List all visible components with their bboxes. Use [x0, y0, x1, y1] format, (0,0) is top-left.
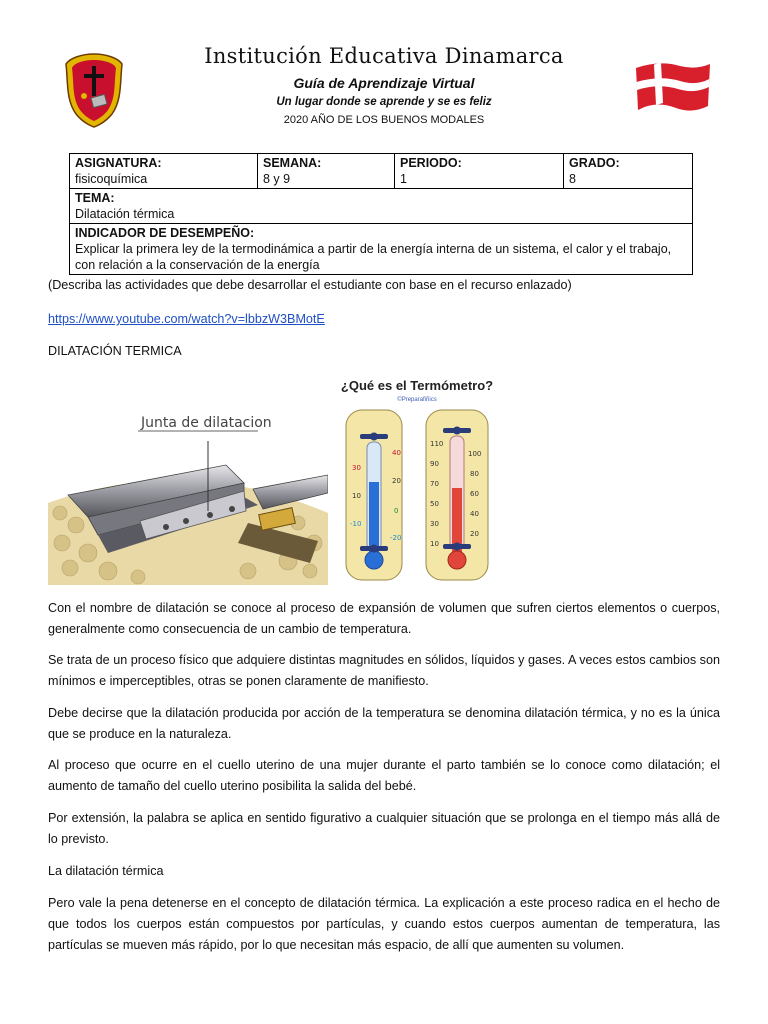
expansion-joint-figure [48, 393, 328, 585]
celsius-tick-10: 10 [352, 492, 361, 500]
periodo-value: 1 [400, 172, 407, 186]
course-info-table [69, 153, 693, 275]
celsius-tick-40: 40 [392, 449, 401, 457]
paragraph-6: Pero vale la pena detenerse en el concepto de dilatación térmica. La explicación a este proceso radica en el hecho de que todos los cuerpos están compuestos por partículas, y cuando estos cuerpos aumentan de temperatura, las partículas se mueven más rápido, por lo que necesitan más espacio, de allí que aumenten su volumen. [48, 896, 720, 952]
fahrenheit-left-90: 90 [430, 460, 439, 468]
fahrenheit-right-60: 60 [470, 490, 479, 498]
section-title: DILATACIÓN TERMICA [48, 344, 182, 358]
grado-label: GRADO: [569, 156, 620, 170]
video-link[interactable]: https://www.youtube.com/watch?v=lbbzW3BMotE [48, 312, 325, 326]
asignatura-cell [70, 154, 258, 189]
grado-value: 8 [569, 172, 576, 186]
thermometer-title: ¿Qué es el Termómetro? [340, 378, 494, 393]
tema-value: Dilatación térmica [75, 207, 175, 221]
indicador-label: INDICADOR DE DESEMPEÑO: [75, 226, 255, 240]
fahrenheit-left-30: 30 [430, 520, 439, 528]
tema-cell [70, 189, 693, 224]
paragraph-2: Se trata de un proceso físico que adquiere distintas magnitudes en sólidos, líquidos y gases. A veces estos cambios son mínimos e imperceptibles, otras se ponen claramente de manifiesto. [48, 653, 720, 688]
denmark-flag-image [630, 60, 714, 122]
year-line: 2020 AÑO DE LOS BUENOS MODALES [283, 114, 485, 126]
thermometer-credit: ©Preparafiñics [397, 397, 437, 403]
celsius-tick-minus20: -20 [390, 534, 402, 542]
asignatura-label: ASIGNATURA: [75, 156, 162, 170]
indicador-cell [70, 224, 693, 275]
school-name: Institución Educativa Dinamarca [204, 44, 564, 68]
instructions-text: (Describa las actividades que debe desarrollar el estudiante con base en el recurso enlazado) [48, 278, 572, 292]
paragraph-5: Por extensión, la palabra se aplica en sentido figurativo a cualquier situación que se prolonga en el tiempo más allá de lo previsto. [48, 811, 720, 846]
celsius-tick-30: 30 [352, 464, 361, 472]
indicador-value: Explicar la primera ley de la termodinámica a partir de la energía interna de un sistema, el calor y el trabajo, con relación a la conservación de la energía [75, 242, 672, 272]
fahrenheit-right-80: 80 [470, 470, 479, 478]
video-link-row [48, 309, 720, 330]
fahrenheit-right-40: 40 [470, 510, 479, 518]
celsius-tick-minus10: -10 [350, 520, 362, 528]
motto: Un lugar donde se aprende y se es feliz [276, 96, 492, 108]
fahrenheit-left-50: 50 [430, 500, 439, 508]
semana-value: 8 y 9 [263, 172, 291, 186]
fahrenheit-left-110: 110 [430, 440, 444, 448]
expansion-joint-label: Junta de dilatacion [141, 415, 272, 431]
fahrenheit-left-70: 70 [430, 480, 439, 488]
periodo-cell [395, 154, 564, 189]
paragraph-4: Al proceso que ocurre en el cuello uterino de una mujer durante el parto también se lo conoce como dilatación; el aumento de tamaño del cuello uterino posibilita la salida del bebé. [48, 758, 720, 793]
semana-label: SEMANA: [263, 156, 322, 170]
fahrenheit-right-100: 100 [468, 450, 482, 458]
thermometer-figure [332, 372, 502, 586]
periodo-label: PERIODO: [400, 156, 462, 170]
celsius-tick-0: 0 [394, 507, 399, 515]
semana-cell [258, 154, 395, 189]
fahrenheit-right-20: 20 [470, 530, 479, 538]
asignatura-value: fisicoquímica [75, 172, 148, 186]
paragraph-3: Debe decirse que la dilatación producida por acción de la temperatura se denomina dilatación térmica, y no es la única que se produce en la naturaleza. [48, 706, 720, 741]
subheading-dilatacion-termica: La dilatación térmica [48, 864, 164, 878]
fahrenheit-left-10: 10 [430, 540, 439, 548]
paragraph-1: Con el nombre de dilatación se conoce al proceso de expansión de volumen que sufren ciertos elementos o cuerpos, generalmente como consecuencia de un cambio de temperatura. [48, 601, 720, 636]
guide-title: Guía de Aprendizaje Virtual [293, 75, 475, 91]
tema-label: TEMA: [75, 191, 115, 205]
grado-cell [564, 154, 693, 189]
celsius-tick-20: 20 [392, 477, 401, 485]
